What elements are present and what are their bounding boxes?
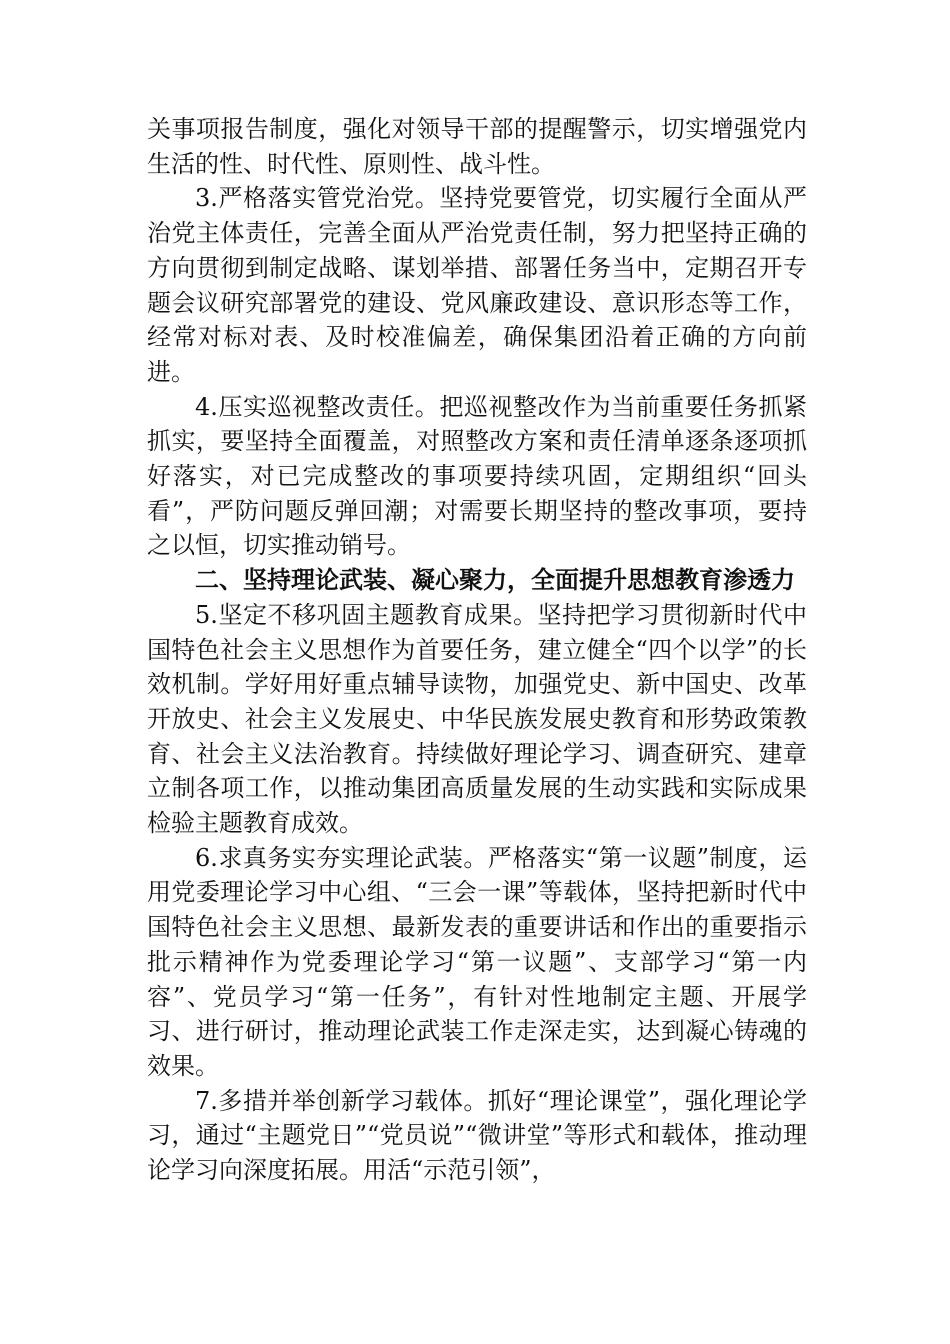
section-heading-2: 二、坚持理论武装、凝心聚力，全面提升思想教育渗透力 [195,566,795,595]
paragraph-item-6: 6.求真务实夯实理论武装。严格落实“第一议题”制度，运用党委理论学习中心组、“三会一课”等载体，坚持把新时代中国特色社会主义思想、最新发表的重要讲话和作出的重要指示批示精神作为党委理论学习“第一议题”、支部学习“第一内容”、党员学习“第一任务”，有针对性地制定主题、开展学习、进行研讨，推动理论武装工作走深走实，达到凝心铸魂的效果。 [147,843,807,1080]
paragraph-item-7: 7.多措并举创新学习载体。抓好“理论课堂”，强化理论学习，通过“主题党日”“党员说”“微讲堂”等形式和载体，推动理论学习向深度拓展。用活“示范引领”， [147,1086,807,1185]
paragraph-item-3: 3.严格落实管党治党。坚持党要管党，切实履行全面从严治党主体责任，完善全面从严治党责任制，努力把坚持正确的方向贯彻到制定战略、谋划举措、部署任务当中，定期召开专题会议研究部署党的建设、党风廉政建设、意识形态等工作，经常对标对表、及时校准偏差，确保集团沿着正确的方向前进。 [147,184,807,386]
paragraph-1: 关事项报告制度，强化对领导干部的提醒警示，切实增强党内生活的性、时代性、原则性、战斗性。 [147,115,807,178]
paragraph-item-5: 5.坚定不移巩固主题教育成果。坚持把学习贯彻新时代中国特色社会主义思想作为首要任务，建立健全“四个以学”的长效机制。学好用好重点辅导读物，加强党史、新中国史、改革开放史、社会主义发展史、中华民族发展史教育和形势政策教育、社会主义法治教育。持续做好理论学习、调查研究、建章立制各项工作，以推动集团高质量发展的生动实践和实际成果检验主题教育成效。 [147,600,807,838]
paragraph-item-4: 4.压实巡视整改责任。把巡视整改作为当前重要任务抓紧抓实，要坚持全面覆盖，对照整改方案和责任清单逐条逐项抓好落实，对已完成整改的事项要持续巩固，定期组织“回头看”，严防问题反弹回潮；对需要长期坚持的整改事项，要持之以恒，切实推动销号。 [147,392,807,560]
document-body [147,112,807,1188]
